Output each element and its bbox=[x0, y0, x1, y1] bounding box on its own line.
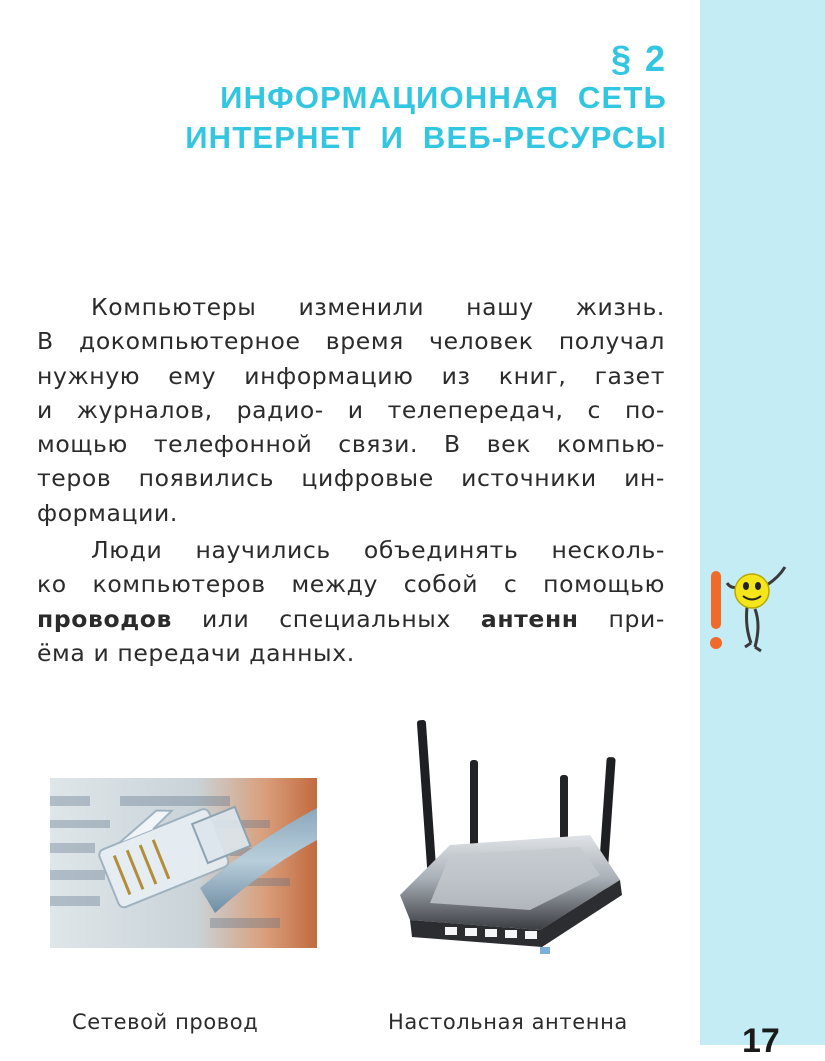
body-text bbox=[37, 290, 665, 670]
term-wires: проводов bbox=[37, 604, 173, 633]
paragraph-2-line: ёма и передачи данных. bbox=[37, 638, 355, 667]
caption-desktop-antenna: Настольная антенна bbox=[388, 1010, 628, 1034]
paragraph-1-line: формации. bbox=[37, 498, 178, 527]
section-number: § 2 bbox=[610, 38, 667, 79]
caption-network-cable: Сетевой провод bbox=[72, 1010, 259, 1034]
section-title-line-2: ИНТЕРНЕТ И ВЕБ-РЕСУРСЫ bbox=[185, 120, 667, 155]
section-title-line-1: ИНФОРМАЦИОННАЯ СЕТЬ bbox=[220, 80, 667, 115]
page-margin-strip bbox=[700, 0, 825, 1045]
paragraph-1-line: теров появились цифровые источники ин- bbox=[37, 464, 665, 493]
paragraph-2-line: ко компьютеров между собой с помощью bbox=[37, 570, 665, 599]
smiley-exclamation-mascot-icon bbox=[705, 565, 805, 665]
page-number: 17 bbox=[742, 1022, 780, 1060]
term-antennas: антенн bbox=[480, 604, 579, 633]
paragraph-1-line: нужную ему информацию из книг, газет bbox=[37, 361, 665, 390]
paragraph-1-line: мощью телефонной связи. В век компью- bbox=[37, 430, 665, 459]
network-cable-photo bbox=[50, 778, 317, 948]
wifi-router-icon bbox=[390, 715, 630, 960]
paragraph-2-line-with-terms bbox=[37, 602, 665, 636]
network-cable-icon bbox=[50, 778, 317, 948]
paragraph-1-line: и журналов, радио- и телепередач, с по- bbox=[37, 395, 665, 424]
paragraph-1-line: Компьютеры изменили нашу жизнь. bbox=[91, 293, 665, 321]
paragraph-2-text: или специальных bbox=[172, 604, 481, 633]
paragraph-2-line: Люди научились объединять несколь- bbox=[91, 536, 665, 565]
paragraph-2-text: при- bbox=[578, 604, 665, 633]
paragraph-1-line: В докомпьютерное время человек получал bbox=[37, 327, 665, 356]
